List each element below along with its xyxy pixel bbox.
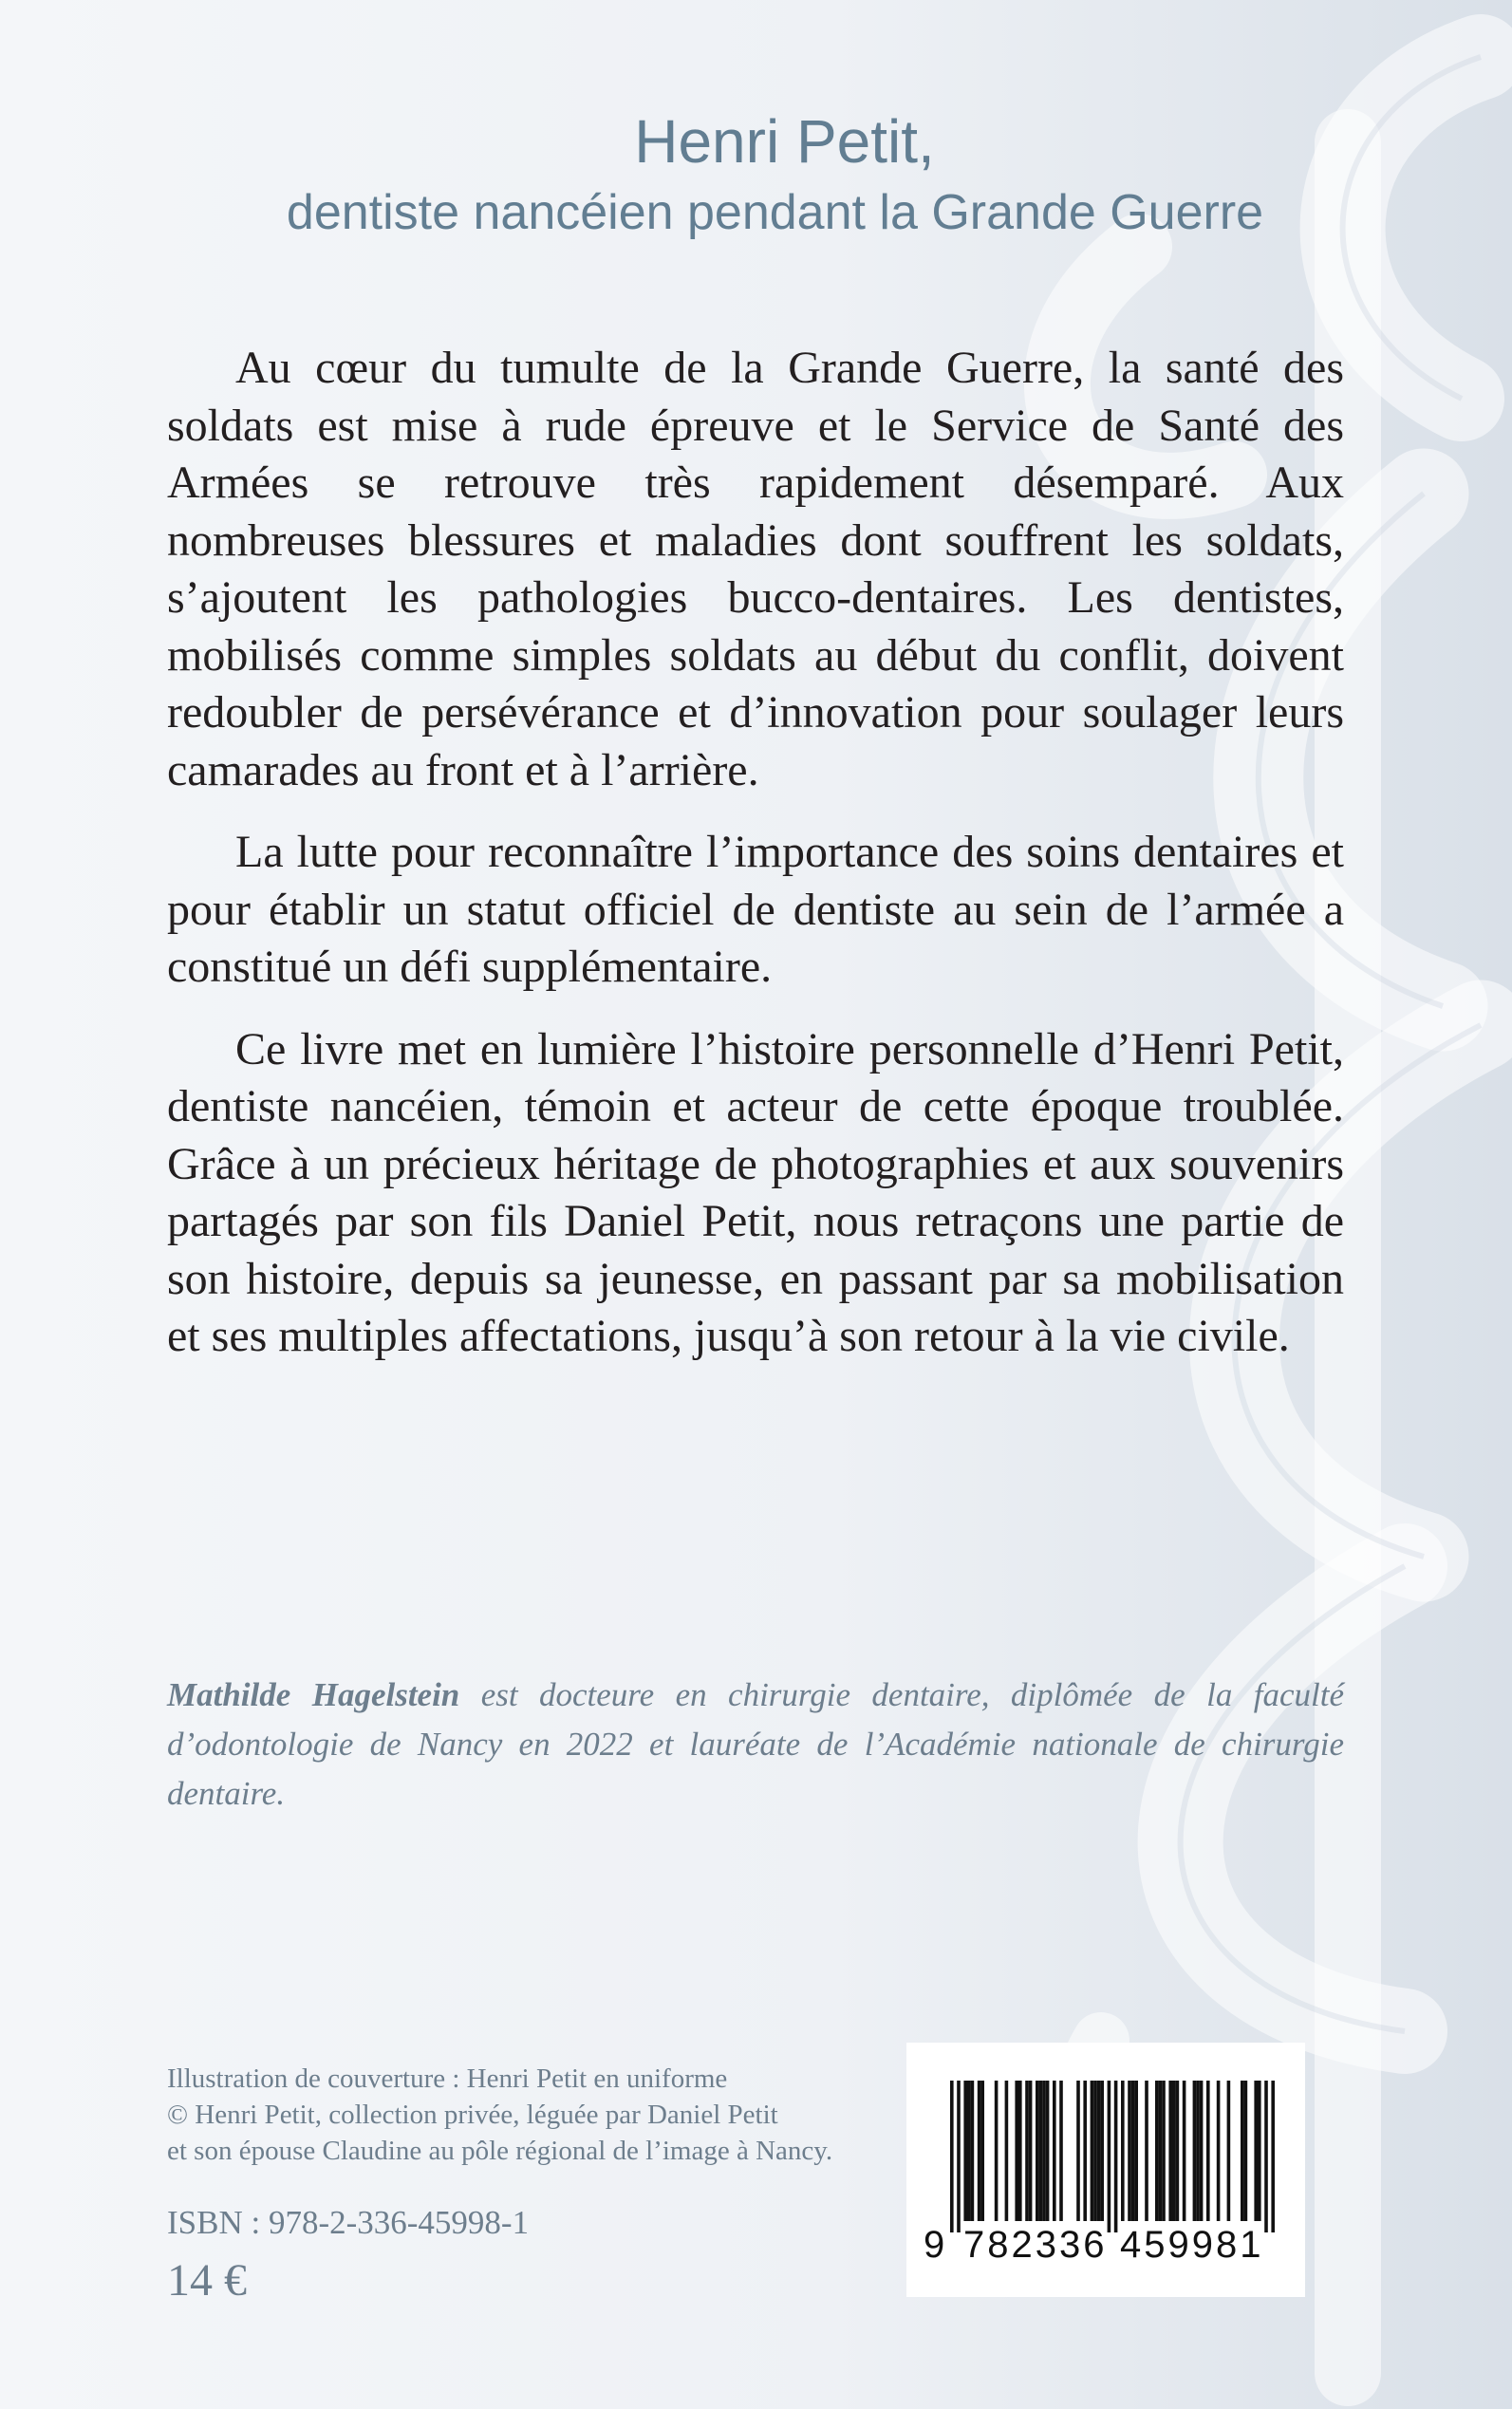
author-name: Mathilde Hagelstein [167,1676,460,1713]
barcode-bar [1271,2081,1275,2232]
barcode-bar [1018,2081,1022,2221]
author-bio [167,1671,1344,1819]
barcode-icon [906,2043,1305,2297]
barcode-bar [1258,2081,1261,2221]
barcode-bar [1042,2081,1046,2221]
barcode-bar [1241,2081,1244,2221]
barcode-bar [1196,2081,1200,2221]
barcode-bar [1121,2081,1125,2221]
barcode-bar [1100,2081,1104,2221]
barcode-bar [1155,2081,1159,2221]
barcode-bar [1131,2081,1135,2221]
credits-line: © Henri Petit, collection privée, léguée par Daniel Petit [167,2100,778,2130]
barcode-bar [1193,2081,1197,2221]
price: 14 € [167,2255,247,2306]
barcode-bar [1083,2081,1087,2221]
barcode-bar [980,2081,984,2221]
barcode-bar [1114,2081,1118,2232]
barcode-bar [1244,2081,1248,2221]
barcode-bar [1108,2081,1111,2232]
barcode-bar [967,2081,971,2221]
barcode-bar [1097,2081,1101,2221]
book-title: Henri Petit, [634,107,935,176]
barcode-bar [1059,2081,1063,2221]
author-bio-text: est docteure en chirurgie dentaire, diplômée de la faculté d’odontologie de Nancy en 2022 et lauréate de l’Académie nationale de chirurgie dentaire. [167,1676,1344,1812]
barcode-bar [1176,2081,1180,2221]
barcode-bar [950,2081,954,2232]
barcode-bar [1036,2081,1039,2221]
barcode-bar [1159,2081,1163,2221]
barcode-bar [1025,2081,1029,2221]
blurb-paragraph: Au cœur du tumulte de la Grande Guerre, la santé des soldats est mise à rude épreuve et le Service de Santé des Armées se retrouve très rapidement désemparé. Aux nombreuses blessures et maladies dont souffrent les soldats, s’ajoutent les pathologies bucco-dentaires. Les dentistes, mobilisés comme simples soldats au début du conflit, doivent redoubler de persévérance et d’innovation pour soulager leurs camarades au front et à l’arrière. [167,343,1344,795]
barcode-bar [1206,2081,1210,2221]
barcode-bar [995,2081,999,2221]
barcode-bar [1029,2081,1033,2221]
barcode-digits-right: 459981 [1120,2224,1264,2266]
barcode-bar [1183,2081,1186,2221]
blurb [167,340,1344,1391]
barcode-bar [1076,2081,1080,2221]
barcode-digits-left: 782336 [963,2224,1108,2266]
credits-line: et son épouse Claudine au pôle régional de l’image à Nancy. [167,2136,833,2166]
barcode-bar [1015,2081,1018,2221]
barcode-bar [963,2081,967,2221]
title-block [0,103,1512,245]
barcode-digit-first: 9 [924,2224,945,2266]
book-subtitle: dentiste nancéien pendant la Grande Guerre [286,185,1264,240]
barcode-bar [1162,2081,1166,2221]
barcode-bar [978,2081,981,2221]
barcode-bar [1172,2081,1176,2221]
barcode-bar [957,2081,961,2232]
barcode-bar [1128,2081,1131,2221]
barcode-bar [1005,2081,1009,2221]
barcode-bar [1046,2081,1050,2221]
barcode-bar [1200,2081,1204,2221]
barcode-bar [1217,2081,1221,2221]
barcode-bar [1264,2081,1268,2232]
barcode-bar [1227,2081,1231,2221]
barcode-bar [1254,2081,1258,2221]
barcode [906,2043,1305,2297]
barcode-bar [1039,2081,1043,2221]
credits-line: Illustration de couverture : Henri Petit en uniforme [167,2064,728,2094]
isbn: ISBN : 978-2-336-45998-1 [167,2204,530,2241]
barcode-bar [971,2081,975,2221]
barcode-bar [1093,2081,1097,2221]
blurb-paragraph: La lutte pour reconnaître l’importance des soins dentaires et pour établir un statut officiel de dentiste au sein de l’armée a constitué un défi supplémentaire. [167,827,1344,992]
barcode-bar [1168,2081,1172,2221]
barcode-bar [1053,2081,1056,2221]
barcode-bar [1091,2081,1094,2221]
barcode-bar [1134,2081,1138,2221]
blurb-paragraph: Ce livre met en lumière l’histoire personnelle d’Henri Petit, dentiste nancéien, témoin et acteur de cette époque troublée. Grâce à un précieux héritage de photographies et aux souvenirs partagés par son fils Daniel Petit, nous retraçons une partie de son histoire, depuis sa jeunesse, en passant par sa mobilisation et ses multiples affectations, jusqu’à son retour à la vie civile. [167,1023,1344,1361]
barcode-bar [1145,2081,1148,2221]
cover-credits [167,2061,888,2169]
